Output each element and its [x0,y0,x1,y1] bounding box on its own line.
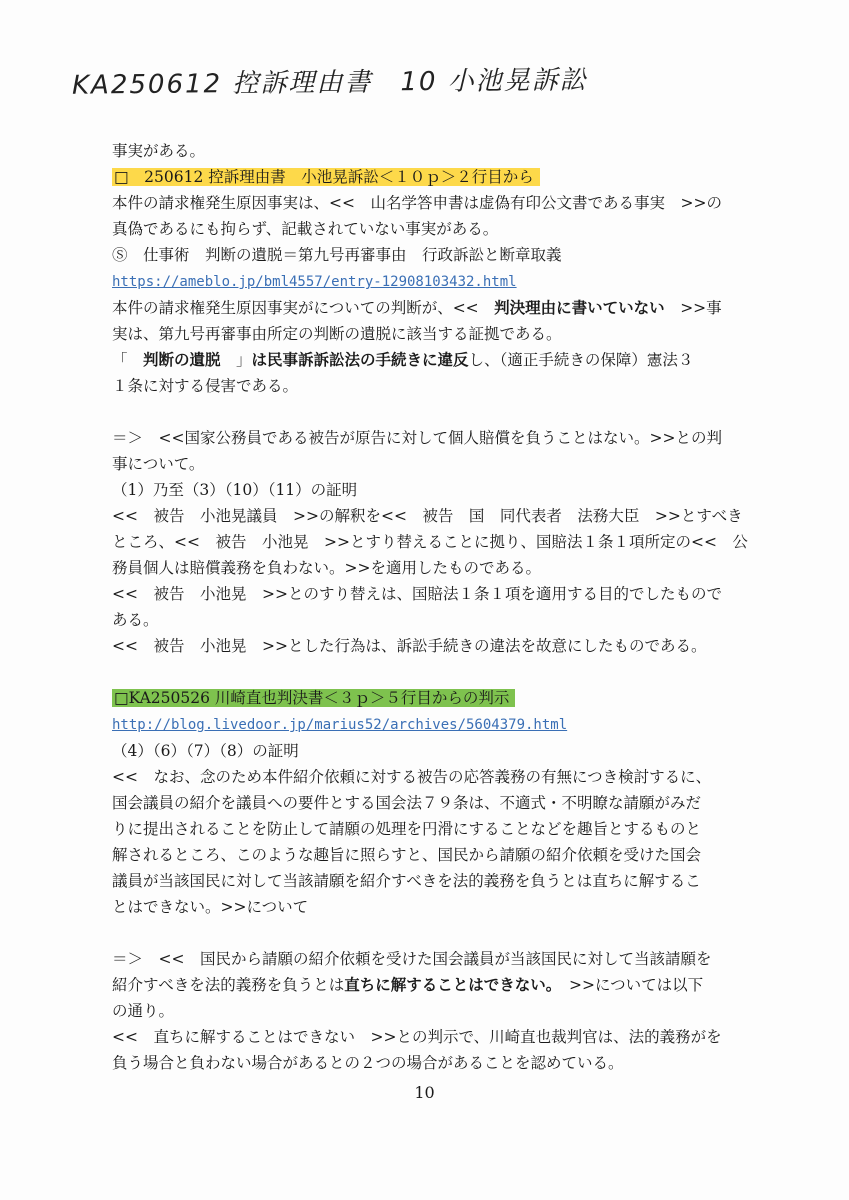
text-line: １条に対する侵害である。 [112,377,299,395]
text-line: << 被告 小池晃 >>とのすり替えは、国賠法１条１項を適用する目的でしたもので [112,585,722,603]
text-line: 議員が当該国民に対して当該請願を紹介すべきを法的義務を負うとは直ちに解するこ [112,872,701,890]
text-line: （1）乃至（3）（10）（11）の証明 [112,481,358,499]
link-line [112,268,792,295]
text-line [112,972,792,998]
text-line: 負う場合と負わない場合があるとの２つの場合があることを認めている。 [112,1054,624,1072]
text-line: りに提出されることを防止して請願の処理を円滑にすることなどを趣旨とするものと [112,820,702,838]
text-line: （4）（6）（7）（8）の証明 [112,742,299,760]
text-line: 実は、第九号再審事由所定の判断の遺脱に該当する証拠である。 [112,325,562,343]
text-line: 事について。 [112,455,205,473]
text-line: << 直ちに解することはできない >>との判示で、川崎直也裁判官は、法的義務がを [112,1028,722,1046]
text-line: << 被告 小池晃議員 >>の解釈を<< 被告 国 同代表者 法務大臣 >>とすべき [112,507,743,525]
bold-text: は民事訴訴訟法の手続きに違反 [251,350,469,369]
text-line: 事実がある。 [112,142,206,160]
text-line: << 被告 小池晃 >>とした行為は、訴訟手続きの違法を故意にしたものである。 [112,637,707,655]
text-line: ＝＞ << 国民から請願の紹介依頼を受けた国会議員が当該国民に対して当該請願を [112,950,712,968]
text-line: とはできない。>>について [112,898,309,916]
text-line: の通り。 [112,1002,175,1020]
text-line: 真偽であるにも拘らず、記載されていない事実がある。 [112,220,499,238]
spacer [112,659,792,685]
handwritten-title: KA250612 控訴理由書 10 小池晃訴訟 [71,65,588,101]
text-line: 本件の請求権発生原因事実は、<< 山名学答申書は虚偽有印公文書である事実 >>の [112,194,722,212]
text-line: ＝＞ <<国家公務員である被告が原告に対して個人賠償を負うことはない。>>との判 [112,429,722,447]
text-span: し、（適正手続きの保障）憲法３ [468,351,694,369]
section-heading-2 [112,685,792,711]
text-span: >>については以下 [553,976,704,994]
bold-text: 直ちに解することはできない。 [344,975,554,994]
text-line: 務員個人は賠償義務を負わない。>>を適用したものである。 [112,559,541,577]
text-span: 本件の請求権発生原因事実がについての判断が、<< [112,299,495,317]
bold-text: 判断の遺脱 [143,350,221,369]
highlighted-heading: □ 250612 控訴理由書 小池晃訴訟＜１０ｐ＞２行目から [112,168,540,186]
text-line: 解されるところ、このような趣旨に照らすと、国民から請願の紹介依頼を受けた国会 [112,846,702,864]
text-line: 国会議員の紹介を議員への要件とする国会法７９条は、不適式・不明瞭な請願がみだ [112,794,702,812]
text-line [112,295,792,321]
text-span: 「 [112,351,144,369]
section-heading-1 [112,164,792,190]
text-line: << なお、念のため本件紹介依頼に対する被告の応答義務の有無につき検討するに、 [112,768,712,786]
spacer [112,399,792,425]
text-span: >>事 [664,299,722,317]
blog-link-ameblo[interactable]: https://ameblo.jp/bml4557/entry-12908103432.html [112,274,517,290]
text-span: 」 [220,351,252,369]
bold-text: 判決理由に書いていない [494,298,665,317]
text-span: 紹介すべきを法的義務を負うとは [112,976,345,994]
text-line: Ⓢ 仕事術 判断の遺脱＝第九号再審事由 行政訴訟と断章取義 [112,246,562,264]
link-line [112,711,792,738]
spacer [112,920,792,946]
text-line: ある。 [112,611,159,629]
page-number: 10 [414,1083,435,1102]
highlighted-heading: □KA250526 川崎直也判決書＜３ｐ＞５行目からの判示 [112,689,515,707]
blog-link-livedoor[interactable]: http://blog.livedoor.jp/marius52/archives/5604379.html [112,717,568,733]
text-line: ところ、<< 被告 小池晃 >>とすり替えることに拠り、国賠法１条１項所定の<< 公 [112,533,748,551]
document-body [112,138,792,1076]
text-line [112,347,792,373]
